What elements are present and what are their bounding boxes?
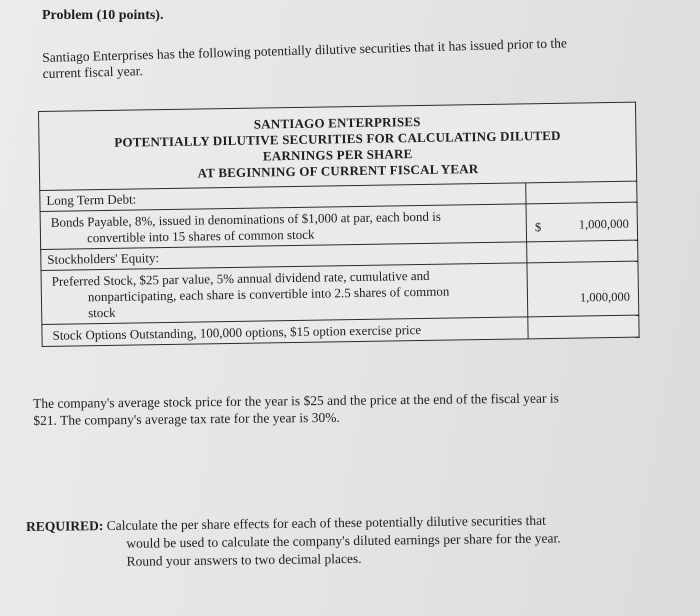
amount-cell-empty bbox=[526, 181, 637, 204]
long-term-debt-label: Long Term Debt: bbox=[40, 183, 526, 212]
intro-paragraph bbox=[42, 33, 643, 82]
preferred-amount: 1,000,000 bbox=[579, 289, 631, 305]
securities-table bbox=[38, 102, 640, 357]
required-line-3: Round your answers to two decimal places. bbox=[126, 550, 362, 569]
stockholders-equity-label: Stockholders' Equity: bbox=[41, 242, 527, 271]
stock-options-line: Stock Options Outstanding, 100,000 options, $15 option exercise price bbox=[52, 322, 422, 343]
amount-cell-empty bbox=[527, 240, 638, 263]
required-paragraph bbox=[26, 510, 667, 572]
company-info-line-1: The company's average stock price for the year is $25 and the price at the end of the fiscal year is bbox=[33, 390, 559, 411]
table-title-line-4: AT BEGINNING OF CURRENT FISCAL YEAR bbox=[197, 161, 479, 181]
required-label: REQUIRED: bbox=[26, 518, 104, 534]
bonds-currency: $ bbox=[534, 220, 542, 235]
preferred-amount-cell bbox=[527, 261, 639, 317]
preferred-line-1: Preferred Stock, $25 par value, 5% annual dividend rate, cumulative and bbox=[51, 267, 430, 289]
preferred-line-3: stock bbox=[88, 304, 116, 321]
table-title-line-3: EARNINGS PER SHARE bbox=[262, 146, 413, 164]
bonds-amount: 1,000,000 bbox=[578, 216, 629, 232]
table-title-line-1: SANTIAGO ENTERPRISES bbox=[253, 113, 421, 132]
company-info-line-2: $21. The company's average tax rate for the year is 30%. bbox=[33, 409, 340, 428]
problem-heading: Problem (10 points). bbox=[42, 8, 164, 23]
intro-line-1: Santiago Enterprises has the following potentially dilutive securities that it has issued prior to the bbox=[42, 35, 568, 65]
required-line-2: would be used to calculate the company's diluted earnings per share for the year. bbox=[126, 530, 561, 551]
bonds-line-1: Bonds Payable, 8%, issued in denominations of $1,000 at par, each bond is bbox=[50, 208, 441, 230]
required-line-1: Calculate the per share effects for each of these potentially dilutive securities that bbox=[103, 512, 546, 534]
bonds-line-2: convertible into 15 shares of common stock bbox=[86, 226, 315, 246]
table-title bbox=[39, 102, 637, 190]
preferred-stock-row bbox=[41, 263, 528, 325]
intro-line-2: current fiscal year. bbox=[42, 63, 143, 81]
company-info-paragraph bbox=[33, 389, 653, 429]
bonds-amount-cell bbox=[526, 202, 638, 242]
amount-cell-empty bbox=[528, 315, 639, 339]
preferred-line-2: nonparticipating, each share is convertible into 2.5 shares of common bbox=[87, 283, 450, 305]
table-title-line-2: POTENTIALLY DILUTIVE SECURITIES FOR CALCULATING DILUTED bbox=[114, 127, 561, 150]
